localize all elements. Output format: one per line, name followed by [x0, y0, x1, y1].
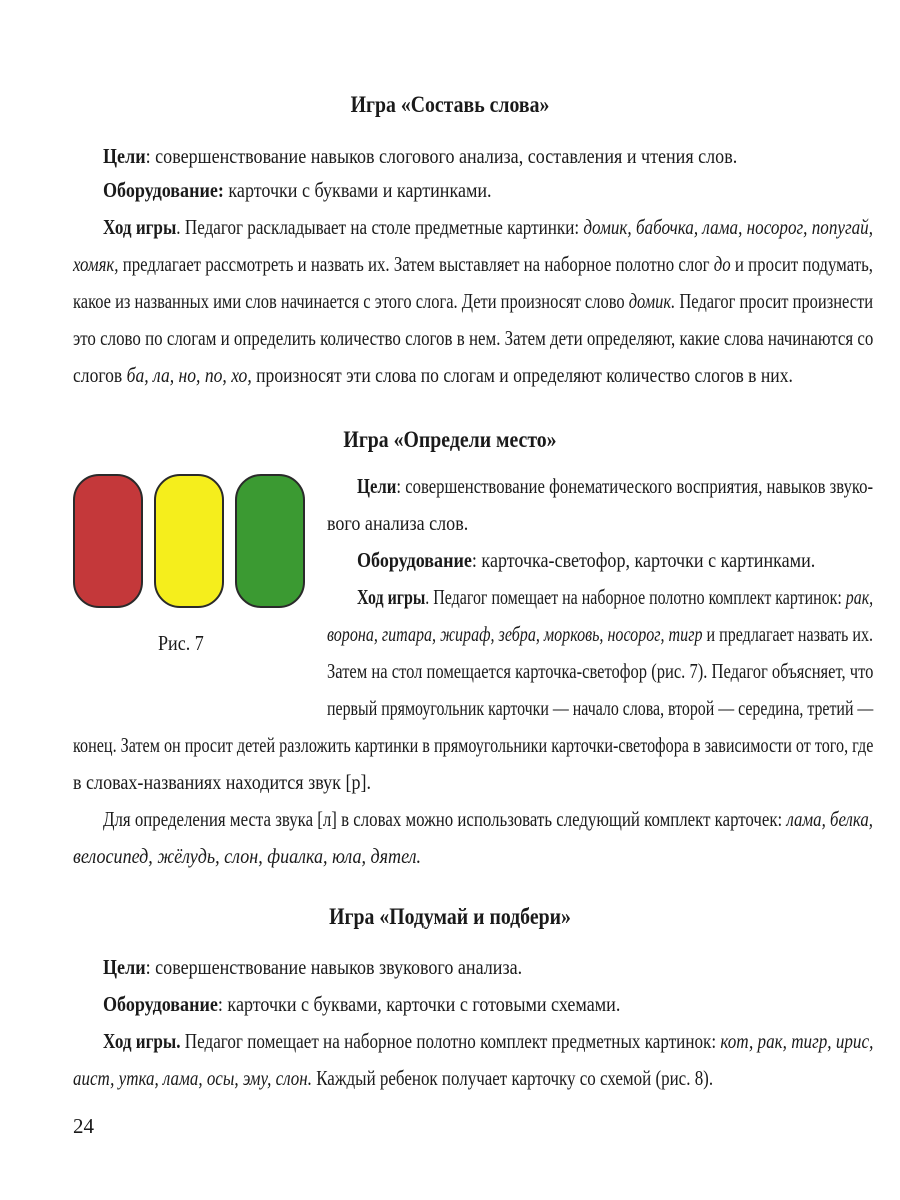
game2-equipment: Оборудование: карточка-светофор, карточки с картинками. — [357, 548, 816, 572]
game2-line-10: Для определения места звука [л] в словах можно использовать следующий комплект карточек: лама, белка, — [103, 807, 873, 831]
game1-line-4: это слово по слогам и определить количество слогов в нем. Затем дети определяют, какие слова начинаются со — [73, 326, 874, 350]
red-rectangle — [73, 474, 143, 608]
game1-line-5: слогов ба, ла, но, по, хо, произносят эти слова по слогам и определяют количество слогов в них. — [73, 363, 793, 387]
game1-title: Игра «Составь слова» — [350, 92, 550, 117]
game1-line-2: хомяк, предлагает рассмотреть и назвать их. Затем выставляет на наборное полотно слог до и просит подумать, — [73, 252, 873, 276]
game2-title: Игра «Определи место» — [343, 427, 557, 452]
game1-goals: Цели: совершенствование навыков слогового анализа, составления и чтения слов. — [103, 144, 738, 168]
game1-line-3: какое из названных ими слов начинается с этого слога. Дети произносят слово домик. Педагог просит произнести — [73, 289, 874, 313]
green-rectangle — [235, 474, 305, 608]
move-label: Ход игры. — [103, 1029, 181, 1053]
game2-line-8: конец. Затем он просит детей разложить картинки в прямоугольники карточки-светофора в зависимости от того, где — [73, 733, 874, 757]
game2-line-4: Ход игры. Педагог помещает на наборное полотно комплект картинок: рак, — [357, 585, 874, 609]
yellow-rectangle — [154, 474, 224, 608]
game2-line-2: вого анализа слов. — [327, 511, 469, 535]
game2-line-11: велосипед, жёлудь, слон, фиалка, юла, дятел. — [73, 844, 422, 868]
game3-line-2: аист, утка, лама, осы, эму, слон. Каждый ребенок получает карточку со схемой (рис. 8). — [73, 1066, 714, 1090]
game3-goals: Цели: совершенствование навыков звукового анализа. — [103, 955, 523, 979]
game1-equipment: Оборудование: карточки с буквами и картинками. — [103, 178, 492, 202]
goals-label: Цели — [357, 474, 397, 498]
game2-line-5: ворона, гитара, жираф, зебра, морковь, носорог, тигр и предлагает назвать их. — [327, 622, 873, 646]
game1-line-1: Ход игры. Педагог раскладывает на столе предметные картинки: домик, бабочка, лама, носорог, попугай, — [103, 215, 874, 239]
game3-equipment: Оборудование: карточки с буквами, карточки с готовыми схемами. — [103, 992, 621, 1016]
game3-title: Игра «Подумай и подбери» — [329, 904, 571, 929]
game3-line-1: Ход игры. Педагог помещает на наборное полотно комплект предметных картинок: кот, рак, тигр, ирис, — [103, 1029, 874, 1053]
game2-line-6: Затем на стол помещается карточка-светофор (рис. 7). Педагог объясняет, что — [327, 659, 874, 683]
equipment-label: Оборудование — [103, 992, 218, 1016]
goals-label: Цели — [103, 955, 146, 979]
move-label: Ход игры — [357, 585, 426, 609]
equipment-label: Оборудование — [357, 548, 472, 572]
figure-caption: Рис. 7 — [158, 631, 204, 655]
equipment-label: Оборудование: — [103, 178, 224, 202]
traffic-light-card — [73, 474, 305, 608]
game2-line-1: Цели: совершенствование фонематического восприятия, навыков звуко- — [357, 474, 874, 498]
goals-label: Цели — [103, 144, 146, 168]
move-label: Ход игры — [103, 215, 177, 239]
game2-line-9: в словах-названиях находится звук [р]. — [73, 770, 372, 794]
game2-line-7: первый прямоугольник карточки — начало слова, второй — середина, третий — — [327, 696, 874, 720]
page-number: 24 — [73, 1114, 94, 1138]
